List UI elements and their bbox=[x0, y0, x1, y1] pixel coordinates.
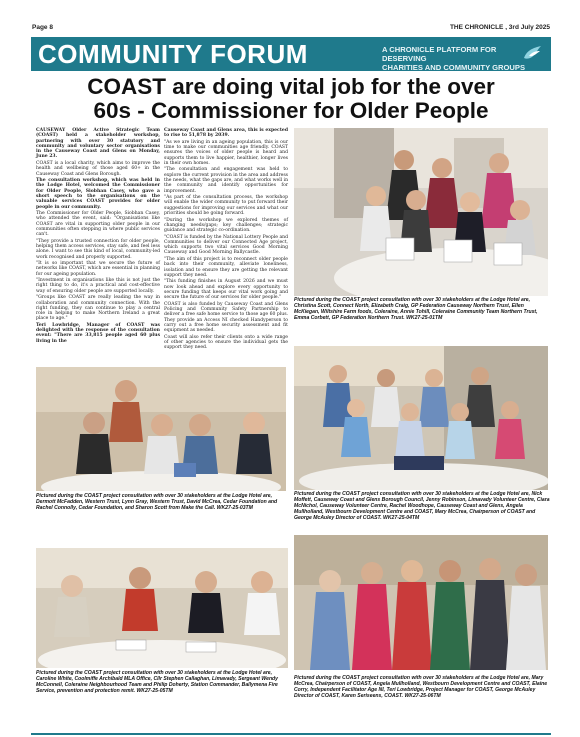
article-headline bbox=[33, 75, 549, 123]
article-paragraph: Coast will also refer their clients onto a wide range of other agencies to ensure the individual gets the support they need. bbox=[164, 334, 288, 351]
article-column-1 bbox=[36, 128, 160, 345]
photo-caption-2: Pictured during the COAST project consultation with over 30 stakeholders at the Lodge Hotel are, Nick Moffett, Causeway Coast and Glens Borough Council, Jenny Robinson, Limavady Volunteer Centre, Ciara McNichol, Causeway Volunteer Centre, Rachel Woodhope, Causeway Coast and Glens, Angela Mullholland, Westbourn Development Centre and COAST, Mary McCrea, Chairperson of COAST and George McAuley Director of COAST. WK27-25-04TM bbox=[294, 491, 550, 521]
article-paragraph: "The consultation and engagement was held to explore the current provision in the area and address the needs, what the gaps are, and what works well in the community and identify opportunities for improvement. bbox=[164, 167, 288, 194]
article-paragraph: "COAST is funded by the National Lottery People and Communities to deliver our Connected Age project, which supports two vital services Good Morning Causeway and Good Morning Ballycastle. bbox=[164, 234, 288, 256]
section-tagline bbox=[382, 45, 527, 71]
article-paragraph: "It is so important that we secure the future of networks like COAST, which are essential in planning for our ageing population. bbox=[36, 261, 160, 277]
article-paragraph: "The aim of this project is to reconnect older people back into their community, alleviate loneliness, isolation and to ensure they are getting the relevant support they need. bbox=[164, 256, 288, 278]
photo-stakeholders-group-4 bbox=[36, 548, 288, 668]
page-header bbox=[32, 22, 550, 34]
article-column-2 bbox=[164, 128, 288, 352]
tagline-line-2: CHARITIES AND COMMUNITY GROUPS bbox=[382, 63, 526, 71]
section-banner bbox=[31, 37, 551, 71]
article-paragraph: "During the workshop we explored themes of changing needs/gaps; key challenges; strategic guidance and strategic co-ordination. bbox=[164, 217, 288, 234]
photo-stakeholders-group-1 bbox=[294, 128, 548, 296]
publication-date: THE CHRONICLE , 3rd July 2025 bbox=[449, 24, 550, 31]
article-paragraph: COAST is a local charity, which aims to improve the health and wellbeing of those aged 60+ in the Causeway Coast and Glens Borough. bbox=[36, 160, 160, 177]
tagline-line-1: A CHRONICLE PLATFORM FOR DESERVING bbox=[382, 45, 497, 63]
headline-line-2: 60s - Commissioner for Older People bbox=[93, 98, 489, 123]
page-number: Page 8 bbox=[32, 24, 53, 31]
photo-stakeholders-group-3 bbox=[36, 367, 286, 491]
photo-stakeholders-group-5 bbox=[294, 535, 548, 670]
article-paragraph: "As part of the consultation process, the workshop will enable the wider community to put forward their suggestions for improving our services and what our priorities should be going forward. bbox=[164, 195, 288, 217]
photo-caption-1: Pictured during the COAST project consultation with over 30 stakeholders at the Lodge Hotel are, Christina Scott, Connect North, Elizabeth Craig, GP Federation Causeway Northern Trust, Ellen McKiegan, Wiltshire Farm foods, Coleraine, Annie Tohill, Coleraine Community Team Northern Trust, Emma Corbett, GP Federation Northern Trust. WK27-25-01TM bbox=[294, 297, 538, 321]
article-paragraph: "As we are living in an ageing population, this is our time to make our communities age friendly. COAST ensures the voices of older people is heard and supports them to live happier, healthier, longer lives in their own homes. bbox=[164, 139, 288, 166]
page-bottom-rule bbox=[31, 733, 551, 735]
article-paragraph: CAUSEWAY Older Active Strategic Team (COAST) held a stakeholder workshop, partnering with over 30 statutory and community and voluntary sector organisations in the Causeway Coast and Glens on Monday, June 23. bbox=[36, 128, 160, 160]
article-paragraph: Causeway Coast and Glens area, this is expected to rise to 51,878 by 2039. bbox=[164, 128, 288, 139]
section-title: COMMUNITY FORUM bbox=[38, 39, 308, 69]
headline-line-1: COAST are doing vital job for the over bbox=[87, 74, 495, 99]
article-paragraph: "They provide a trusted connection for older people, helping them access services, stay safe, and feel less alone. I want to see this kind of local, community-led work recognised and properly supported. bbox=[36, 238, 160, 260]
article-paragraph: Teri Lowbridge, Manager of COAST was delighted with the response of the consultation event: "There are 33,815 people aged 60 plus living in the bbox=[36, 322, 160, 344]
bird-logo-icon bbox=[521, 42, 545, 66]
photo-stakeholders-group-2 bbox=[294, 346, 548, 490]
photo-caption-4: Pictured during the COAST project consultation with over 30 stakeholders at the Lodge Hotel are, Caroline White, Coolmiffe Archibald MLA Office, Cllr Stephen Callaghan, Limavady, Sergeant Wendy McConnell, Coleraine Neighbourhood Team and Philip Doherty, Station Commander, Ballymena Fire Service, prevention and protection remit. WK27-25-05TM bbox=[36, 670, 278, 694]
photo-caption-5: Pictured during the COAST project consultation with over 30 stakeholders at the Lodge Hotel are, Mary McCrea, Chairperson of COAST, Angela Mullholland, Westbourn Development Centre and COAST, Elaine Corry, Independent Facilitator Age NI, Teri Lowbridge, Project Manager for COAST, George McAuley Director of COAST, Karen Seriseens, COAST. WK27-25-06TM bbox=[294, 675, 548, 699]
article-paragraph: "Investment in organisations like this is not just the right thing to do, it's a practical and cost-effective way of ensuring older people are supported locally. bbox=[36, 278, 160, 294]
article-paragraph: COAST is also funded by Causeway Coast and Glens Policing and Community Safety Partnership to deliver a free safe home service to those age 60 plus. They provide an Access NI checked Handyperson to carry out a free home security assessment and fit equipment as needed. bbox=[164, 301, 288, 334]
article-paragraph: "This funding finishes in August 2026 and we must now look ahead and explore every opportunity to secure funding that keeps our vital work going and secure the future of our services for older people." bbox=[164, 279, 288, 301]
article-paragraph: The consultation workshop, which was held in the Lodge Hotel, welcomed the Commissioner for Older People, Siobhan Casey, who gave a short speech to the organisations on the valuable services COAST provides for older people in our community. bbox=[36, 178, 160, 210]
photo-caption-3: Pictured during the COAST project consultation with over 30 stakeholders at the Lodge Hotel are, Dermott McFadden, Western Trust, Lynn Gray, Western Trust, David McCrea, Cedar Foundation and Rachel Connolly, Cedar Foundation, and Sharon Scott from Make the Call. WK27-25-03TM bbox=[36, 493, 278, 511]
article-paragraph: "Groups like COAST are really leading the way in collaboration and community connection. With the right funding, they can continue to play a central role in helping to make Northern Ireland a great place to age." bbox=[36, 295, 160, 322]
article-paragraph: The Commissioner for Older People, Siobhan Casey, who attended the event, said: "Organisations like COAST are vital in supporting older people in our communities often stepping in where public services can't. bbox=[36, 211, 160, 238]
